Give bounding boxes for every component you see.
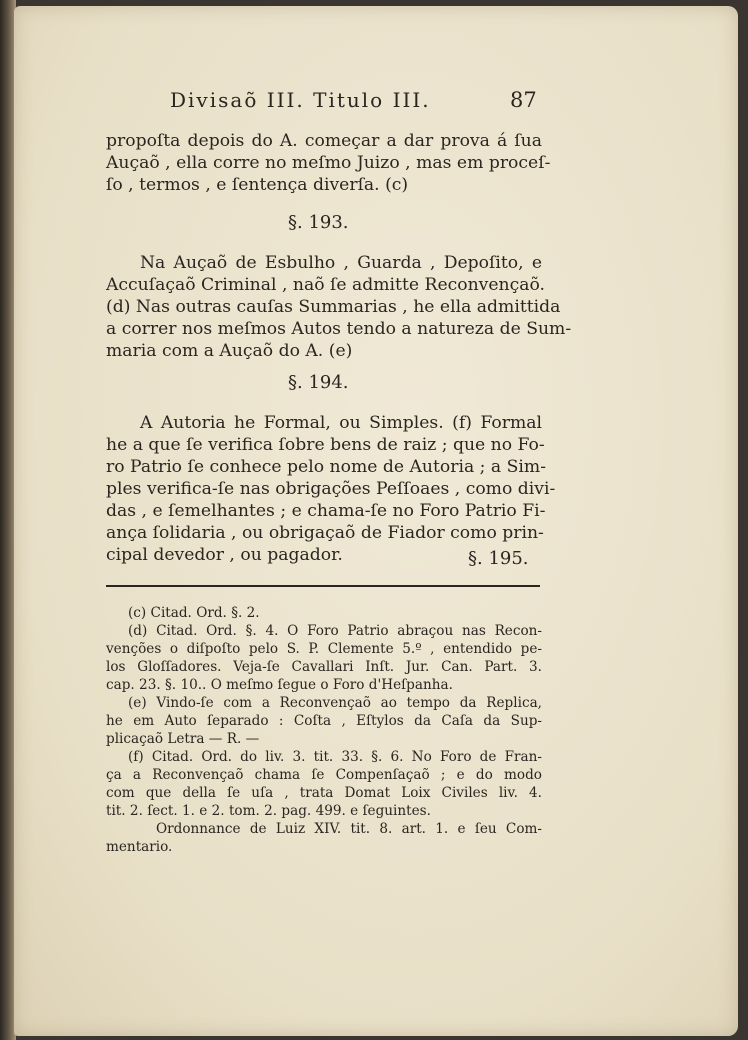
footnote-line: (f) Citad. Ord. do liv. 3. tit. 33. §. 6. No Foro de Fran- <box>128 749 542 765</box>
footnote-line: venções o diſpoſto pelo S. P. Clemente 5.º , entendido pe- <box>106 641 542 657</box>
text-line: maria com a Auçaõ do A. (e) <box>106 341 353 361</box>
text-line: Accuſaçaõ Criminal , naõ ſe admitte Reconvençaõ. <box>106 275 545 295</box>
footnote-line: tit. 2. ſect. 1. e 2. tom. 2. pag. 499. e ſeguintes. <box>106 803 431 819</box>
text-line: propoſta depois do A. começar a dar prova á ſua <box>106 131 542 151</box>
page-number: 87 <box>510 88 537 112</box>
footnote-line: (c) Citad. Ord. §. 2. <box>128 605 260 621</box>
footnote-line: los Gloſſadores. Veja-ſe Cavallari Inſt. Jur. Can. Part. 3. <box>106 659 542 675</box>
footnote-rule <box>106 585 540 587</box>
text-line: he a que ſe verifica ſobre bens de raiz ; que no Fo- <box>106 435 545 455</box>
text-line: cipal devedor , ou pagador. <box>106 545 343 565</box>
text-line: (d) Nas outras cauſas Summarias , he ella admittida <box>106 297 561 317</box>
text-line: Auçaõ , ella corre no meſmo Juizo , mas em proceſ- <box>106 153 551 173</box>
footnote-line: com que della ſe uſa , trata Domat Loix Civiles liv. 4. <box>106 785 542 801</box>
text-line: Na Auçaõ de Esbulho , Guarda , Depoſito, e <box>140 253 542 273</box>
text-line: ſo , termos , e ſentença diverſa. (c) <box>106 175 409 195</box>
footnote-line: ça a Reconvençaõ chama ſe Compenſaçaõ ; e do modo <box>106 767 542 783</box>
catchword: §. 195. <box>468 548 529 569</box>
text-line: a correr nos meſmos Autos tendo a natureza de Sum- <box>106 319 572 339</box>
footnote-line: (e) Vindo-ſe com a Reconvençaõ ao tempo da Replica, <box>128 695 542 711</box>
footnote-line: he em Auto ſeparado : Coſta , Eſtylos da Caſa da Sup- <box>106 713 542 729</box>
footnote-line: plicaçaõ Letra — R. — <box>106 731 260 747</box>
footnote-line: cap. 23. §. 10.. O meſmo ſegue o Foro d'Heſpanha. <box>106 677 453 693</box>
text-line: A Autoria he Formal, ou Simples. (f) Formal <box>140 413 542 433</box>
footnote-line: (d) Citad. Ord. §. 4. O Foro Patrio abraçou nas Recon- <box>128 623 542 639</box>
footnote-line: Ordonnance de Luiz XIV. tit. 8. art. 1. e ſeu Com- <box>156 821 542 837</box>
text-line: das , e ſemelhantes ; e chama-ſe no Foro Patrio Fi- <box>106 501 546 521</box>
text-line: ples verifica-ſe nas obrigações Peſſoaes , como divi- <box>106 479 556 499</box>
text-line: ro Patrio ſe conhece pelo nome de Autoria ; a Sim- <box>106 457 547 477</box>
section-heading-194: §. 194. <box>288 372 349 393</box>
section-heading-193: §. 193. <box>288 212 349 233</box>
footnote-line: mentario. <box>106 839 173 855</box>
text-line: ança ſolidaria , ou obrigaçaõ de Fiador como prin- <box>106 523 544 543</box>
running-title: Divisaõ III. Titulo III. <box>170 88 431 112</box>
